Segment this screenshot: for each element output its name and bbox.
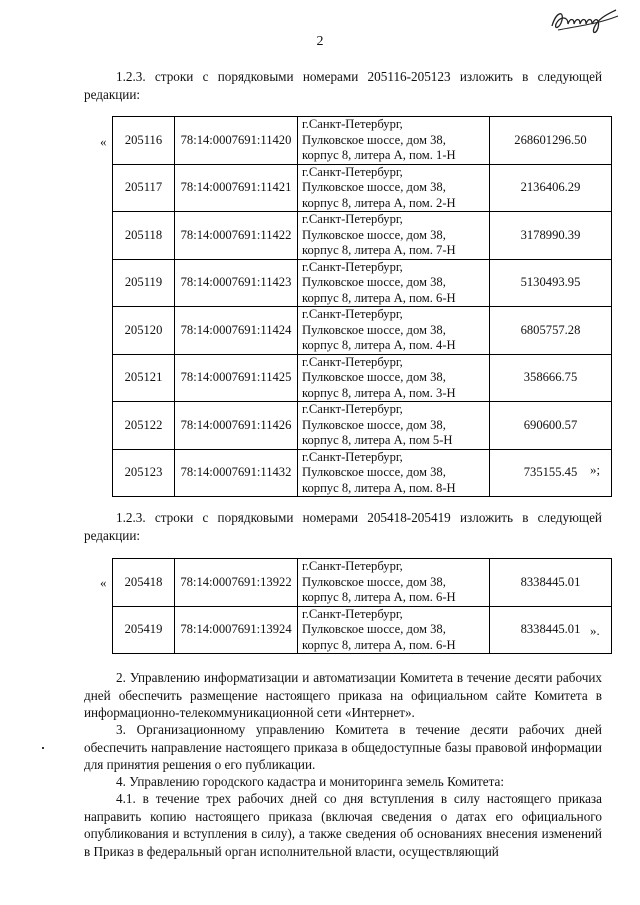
cadastral-value: 690600.57: [490, 402, 612, 450]
table-row: [113, 212, 612, 260]
address-line: корпус 8, литера А, пом. 6-Н: [302, 590, 456, 604]
address-line: корпус 8, литера А, пом. 3-Н: [302, 385, 456, 400]
cadastral-value: 6805757.28: [490, 307, 612, 355]
address-line: Пулковское шоссе, дом 38,: [302, 417, 446, 432]
address-line: корпус 8, литера А, пом. 6-Н: [302, 637, 456, 652]
cadastral-number: 78:14:0007691:11422: [175, 212, 298, 260]
address-line: г.Санкт-Петербург,: [302, 606, 403, 621]
section2-intro: 1.2.3. строки с порядковыми номерами 205418-205419 изложить в следующей редакции:: [84, 510, 602, 543]
address: [298, 402, 490, 450]
cadastral-number: 78:14:0007691:11421: [175, 164, 298, 212]
cadastral-number: 78:14:0007691:11426: [175, 402, 298, 450]
address-line: корпус 8, литера А, пом 5-Н: [302, 433, 453, 447]
address-line: Пулковское шоссе, дом 38,: [302, 465, 446, 479]
cadastral-value: 8338445.01: [490, 559, 612, 607]
table-row: [113, 559, 612, 607]
cadastral-number: 78:14:0007691:11423: [175, 259, 298, 307]
address: [298, 606, 490, 654]
address-line: г.Санкт-Петербург,: [302, 449, 403, 464]
table-row: [113, 606, 612, 654]
row-number: 205123: [113, 449, 175, 497]
address-line: Пулковское шоссе, дом 38,: [302, 574, 446, 589]
paragraph-3: 3. Организационному управлению Комитета в течение десяти рабочих дней обеспечить направление настоящего приказа в общедоступные базы правовой информации для принятия решения о его публикации.: [84, 722, 602, 772]
open-quote-2: «: [100, 575, 107, 590]
address: [298, 259, 490, 307]
address-line: г.Санкт-Петербург,: [302, 164, 403, 179]
address-line: Пулковское шоссе, дом 38,: [302, 622, 446, 636]
address-line: корпус 8, литера А, пом. 8-Н: [302, 480, 456, 495]
address-line: г.Санкт-Петербург,: [302, 354, 403, 369]
cadastral-value: 5130493.95: [490, 259, 612, 307]
address: [298, 449, 490, 497]
section1-intro: 1.2.3. строки с порядковыми номерами 205116-205123 изложить в следующей редакции:: [84, 69, 602, 102]
close-quote-1: »;: [590, 462, 601, 477]
table-row: [113, 449, 612, 497]
cadastral-value: 735155.45: [490, 449, 612, 497]
cadastral-number: 78:14:0007691:11425: [175, 354, 298, 402]
address-line: г.Санкт-Петербург,: [302, 259, 403, 274]
address-line: Пулковское шоссе, дом 38,: [302, 132, 446, 147]
row-number: 205122: [113, 402, 175, 450]
address-line: Пулковское шоссе, дом 38,: [302, 322, 446, 337]
row-number: 205419: [113, 606, 175, 654]
address-line: г.Санкт-Петербург,: [302, 559, 403, 573]
address-line: корпус 8, литера А, пом. 6-Н: [302, 290, 456, 305]
address: [298, 212, 490, 260]
address: [298, 164, 490, 212]
cadastral-value: 8338445.01: [490, 606, 612, 654]
cadastral-value: 3178990.39: [490, 212, 612, 260]
cadastral-number: 78:14:0007691:11420: [175, 117, 298, 165]
table-row: [113, 164, 612, 212]
address-line: корпус 8, литера А, пом. 7-Н: [302, 243, 456, 257]
address: [298, 117, 490, 165]
paragraph-2: 2. Управлению информатизации и автоматизации Комитета в течение десяти рабочих дней обеспечить размещение настоящего приказа на официальном сайте Комитета в информационно-телекоммуникационной сети «Интернет».: [84, 670, 602, 720]
paragraph-4: 4. Управлению городского кадастра и мониторинга земель Комитета:: [116, 774, 505, 789]
address-line: г.Санкт-Петербург,: [302, 117, 403, 131]
table-row: [113, 259, 612, 307]
cadastral-value: 268601296.50: [490, 117, 612, 165]
address-line: корпус 8, литера А, пом. 2-Н: [302, 195, 456, 210]
page-number: 2: [316, 34, 324, 49]
address-line: корпус 8, литера А, пом. 1-Н: [302, 148, 456, 162]
cadastral-number: 78:14:0007691:13924: [175, 606, 298, 654]
address: [298, 307, 490, 355]
cadastral-number: 78:14:0007691:11424: [175, 307, 298, 355]
registry-table-2: [112, 558, 612, 654]
cadastral-value: 358666.75: [490, 354, 612, 402]
address-line: корпус 8, литера А, пом. 4-Н: [302, 338, 456, 352]
address-line: Пулковское шоссе, дом 38,: [302, 180, 446, 194]
cadastral-number: 78:14:0007691:13922: [175, 559, 298, 607]
address: [298, 354, 490, 402]
close-quote-2: ».: [590, 623, 600, 638]
open-quote-1: «: [100, 134, 107, 149]
row-number: 205121: [113, 354, 175, 402]
registry-table-1: [112, 116, 612, 497]
row-number: 205117: [113, 164, 175, 212]
address-line: Пулковское шоссе, дом 38,: [302, 275, 446, 289]
row-number: 205120: [113, 307, 175, 355]
row-number: 205116: [113, 117, 175, 165]
address-line: г.Санкт-Петербург,: [302, 212, 403, 226]
table-row: [113, 117, 612, 165]
row-number: 205119: [113, 259, 175, 307]
cadastral-value: 2136406.29: [490, 164, 612, 212]
address-line: Пулковское шоссе, дом 38,: [302, 370, 446, 384]
paragraph-4-1: 4.1. в течение трех рабочих дней со дня вступления в силу настоящего приказа направить копию настоящего приказа (включая сведения о датах его официального опубликования и вступления в силу), а также сведения об основаниях внесения изменений в Приказ в федеральный орган исполнительной власти, осуществляющий: [84, 791, 602, 859]
address-line: г.Санкт-Петербург,: [302, 307, 403, 321]
address: [298, 559, 490, 607]
row-number: 205418: [113, 559, 175, 607]
cadastral-number: 78:14:0007691:11432: [175, 449, 298, 497]
row-number: 205118: [113, 212, 175, 260]
signature: [548, 6, 622, 36]
address-line: Пулковское шоссе, дом 38,: [302, 227, 446, 242]
table-row: [113, 354, 612, 402]
margin-mark: [42, 747, 44, 749]
table-row: [113, 307, 612, 355]
table-row: [113, 402, 612, 450]
address-line: г.Санкт-Петербург,: [302, 402, 403, 416]
